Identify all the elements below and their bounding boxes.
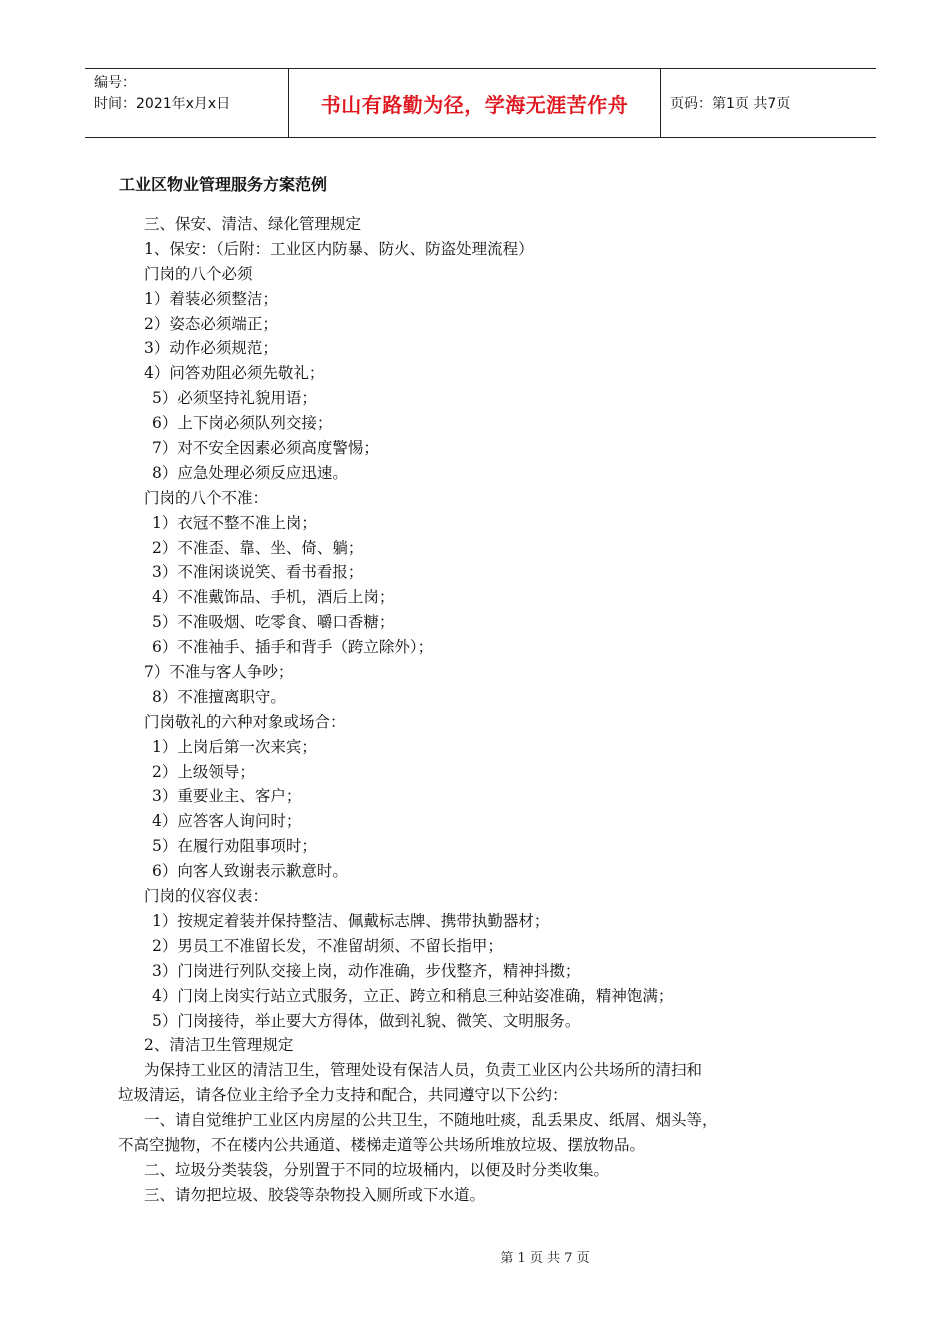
text-line: 4）门岗上岗实行站立式服务，立正、跨立和稍息三种站姿准确，精神饱满； bbox=[152, 986, 674, 1005]
text-line: 1、保安：（后附：工业区内防暴、防火、防盗处理流程） bbox=[144, 239, 534, 258]
text-line: 4）问答劝阻必须先敬礼； bbox=[144, 364, 325, 383]
text-line: 3）门岗进行列队交接上岗，动作准确，步伐整齐，精神抖擞； bbox=[152, 961, 581, 980]
text-line: 2、清洁卫生管理规定 bbox=[144, 1036, 294, 1055]
text-line: 1）上岗后第一次来宾； bbox=[152, 737, 317, 756]
text-line: 3）动作必须规范； bbox=[144, 339, 278, 358]
text-line: 3）不准闲谈说笑、看书看报； bbox=[152, 563, 364, 582]
text-line: 7）对不安全因素必须高度警惕； bbox=[152, 439, 379, 458]
text-line: 6）不准袖手、插手和背手（跨立除外）； bbox=[152, 638, 434, 657]
header-motto: 书山有路勤为径，学海无涯苦作舟 bbox=[288, 69, 661, 137]
header-page-info: 页码：第1页 共7页 bbox=[670, 96, 791, 112]
text-line: 门岗的八个必须 bbox=[144, 264, 253, 283]
document-number-label: 编号： bbox=[94, 75, 136, 91]
text-line: 门岗敬礼的六种对象或场合： bbox=[144, 712, 346, 731]
text-line: 1）按规定着装并保持整洁、佩戴标志牌、携带执勤器材； bbox=[152, 911, 550, 930]
text-line: 8）应急处理必须反应迅速。 bbox=[152, 463, 348, 482]
text-line: 3）重要业主、客户； bbox=[152, 787, 302, 806]
text-line: 1）衣冠不整不准上岗； bbox=[152, 513, 317, 532]
header-meta bbox=[85, 69, 288, 137]
text-line: 二、垃圾分类装袋，分别置于不同的垃圾桶内，以便及时分类收集。 bbox=[144, 1160, 610, 1179]
document-body bbox=[118, 212, 848, 1208]
text-line: 为保持工业区的清洁卫生，管理处设有保洁人员，负责工业区内公共场所的清扫和 bbox=[144, 1061, 703, 1080]
page-footer: 第 1 页 共 7 页 bbox=[500, 1251, 590, 1266]
text-line: 6）向客人致谢表示歉意时。 bbox=[152, 862, 348, 881]
document-time-label: 时间：2021年x月x日 bbox=[94, 96, 231, 112]
text-line: 2）男员工不准留长发，不准留胡须、不留长指甲； bbox=[152, 936, 503, 955]
text-line: 8）不准擅离职守。 bbox=[152, 687, 286, 706]
text-line: 5）门岗接待，举止要大方得体，做到礼貌、微笑、文明服务。 bbox=[152, 1011, 581, 1030]
text-line: 三、保安、清洁、绿化管理规定 bbox=[144, 215, 362, 233]
text-line: 1）着装必须整洁； bbox=[144, 289, 278, 308]
text-line: 一、请自觉维护工业区内房屋的公共卫生，不随地吐痰，乱丢果皮、纸屑、烟头等， bbox=[144, 1111, 718, 1130]
text-line: 7）不准与客人争吵； bbox=[144, 663, 294, 682]
text-line: 5）在履行劝阻事项时； bbox=[152, 837, 317, 856]
text-line: 2）上级领导； bbox=[152, 762, 255, 781]
text-line: 三、请勿把垃圾、胶袋等杂物投入厕所或下水道。 bbox=[144, 1185, 486, 1204]
text-line: 5）必须坚持礼貌用语； bbox=[152, 389, 317, 408]
text-line: 5）不准吸烟、吃零食、嚼口香糖； bbox=[152, 613, 395, 632]
text-line: 4）应答客人询问时； bbox=[152, 812, 302, 831]
text-line: 不高空抛物，不在楼内公共通道、楼梯走道等公共场所堆放垃圾、摆放物品。 bbox=[118, 1135, 646, 1154]
header-table bbox=[85, 68, 876, 138]
text-line: 2）姿态必须端正； bbox=[144, 314, 278, 333]
text-line: 6）上下岗必须队列交接； bbox=[152, 414, 333, 433]
document-title: 工业区物业管理服务方案范例 bbox=[119, 175, 328, 194]
text-line: 门岗的仪容仪表： bbox=[144, 887, 269, 906]
text-line: 门岗的八个不准： bbox=[144, 488, 269, 507]
text-line: 2）不准歪、靠、坐、倚、躺； bbox=[152, 538, 364, 557]
text-line: 4）不准戴饰品、手机，酒后上岗； bbox=[152, 588, 395, 607]
text-line: 垃圾清运，请各位业主给予全力支持和配合，共同遵守以下公约： bbox=[118, 1086, 568, 1105]
